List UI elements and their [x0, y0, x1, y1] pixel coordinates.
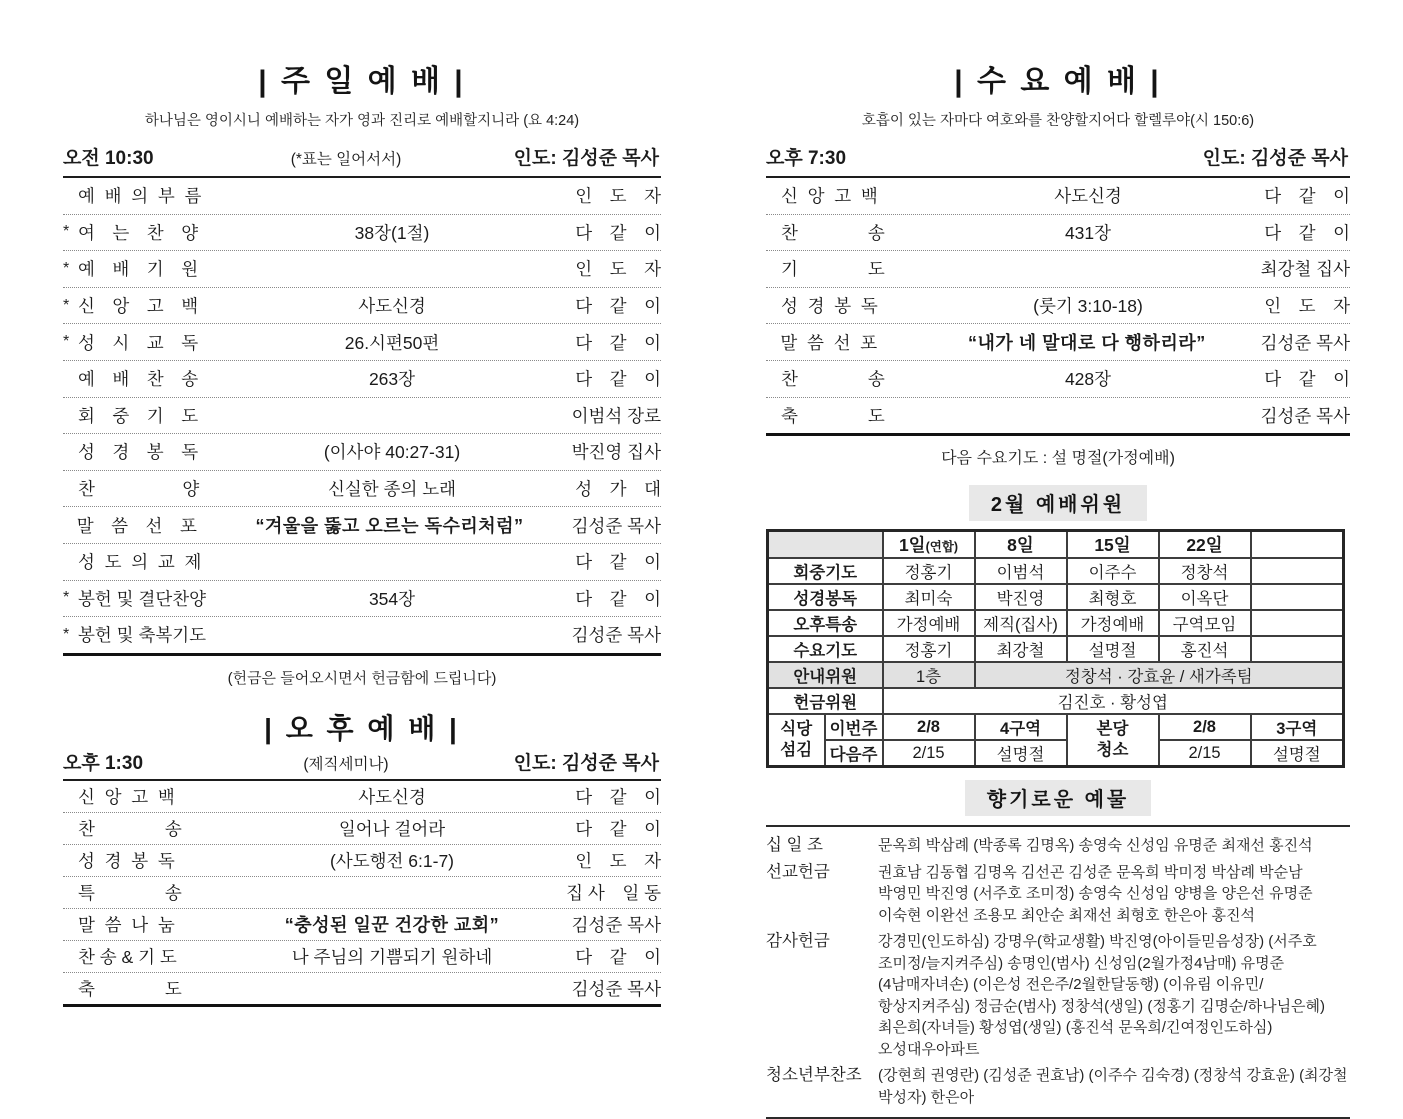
service-item-leader: 다 같 이	[575, 786, 661, 807]
wednesday-service-verse: 호흡이 있는 자마다 여호와를 찬양할지어다 할렐루야(시 150:6)	[861, 113, 1255, 129]
committee-cell	[1251, 636, 1344, 662]
service-row	[63, 845, 661, 877]
offering-names: (강현희 권영란) (김성준 권효남) (이주수 김숙경) (정창석 강효윤) (최강철 박성자) 한은아	[878, 1067, 1348, 1106]
service-item-name: 여 는 찬 양	[78, 222, 199, 243]
service-item-content: 일어나 걸어라	[338, 818, 446, 839]
committee-row-label: 수요기도	[768, 636, 883, 662]
committee-cell: 정홍기	[883, 558, 975, 584]
service-leader: 인도: 김성준 목사	[513, 148, 659, 169]
sunday-service-title: | 주 일 예 배 |	[258, 65, 466, 98]
afternoon-service-order	[63, 779, 661, 1007]
service-item-name: 예 배 찬 송	[78, 369, 199, 390]
dining-week2-row	[768, 740, 1344, 767]
afternoon-service-section	[63, 707, 661, 1007]
dining-label-line1: 식당	[780, 720, 813, 739]
service-item-leader: 다 같 이	[1264, 186, 1350, 207]
service-item-leader: 다 같 이	[575, 552, 661, 573]
committee-cell: 최강철	[975, 636, 1067, 662]
committee-row	[768, 584, 1344, 610]
service-item-name: 신 앙 고 백	[78, 786, 175, 807]
date-label: 1일	[898, 535, 926, 556]
committee-row-label: 성경봉독	[768, 584, 883, 610]
committee-cell: 가정예배	[883, 610, 975, 636]
offering-type-label: 감사헌금	[766, 932, 830, 951]
service-item-name: 특 송	[78, 882, 182, 903]
committee-cell: 정창석	[1159, 558, 1251, 584]
committee-header-cell	[768, 531, 883, 559]
service-item-leader: 김성준 목사	[571, 914, 661, 935]
service-item-leader: 다 같 이	[575, 296, 661, 317]
service-item-name: 봉헌 및 결단찬양	[78, 588, 207, 609]
committee-cell: 2/8	[1159, 714, 1251, 740]
wednesday-service-header	[766, 143, 1350, 176]
committee-row	[768, 610, 1344, 636]
stand-marker: *	[63, 625, 70, 643]
committee-cell: 4구역	[975, 714, 1067, 740]
service-row	[766, 178, 1350, 215]
service-item-name: 찬 양	[78, 479, 200, 500]
service-item-name: 성 경 봉 독	[78, 442, 199, 463]
committee-cell: 2/8	[883, 714, 975, 740]
service-item-leader: 김성준 목사	[571, 625, 661, 646]
committee-title-wrap	[766, 485, 1350, 521]
service-item-leader: 인 도 자	[575, 850, 661, 871]
service-leader: 인도: 김성준 목사	[1202, 148, 1348, 169]
service-item-leader: 다 같 이	[1264, 369, 1350, 390]
committee-cell: 3구역	[1251, 714, 1344, 740]
committee-cell: 정창석 · 강효윤 / 새가족팀	[975, 662, 1344, 688]
offering-names: 강경민(인도하심) 강명우(학교생활) 박진영(아이들믿음성장) (서주호 조미정/늘지켜주심) 송명인(범사) 신성임(2월가정4남매) 유명준(4남매자녀손) (이은성 전은주/2월한달동행) (이유림 이유민/항상지켜주심) 정금순(범사) 정창석(생일) (정홍기 김명순/하나님은혜) 최은희(자녀들) 황성엽(생일) (홍진석 문옥희/긴여정인도하심) 오성대우아파트	[878, 933, 1326, 1058]
offering-names: 권효남 김동협 김명옥 김선곤 김성준 문옥희 박미정 박삼례 박순남 박영민 박진영 (서주호 조미정) 송영숙 신성임 양병을 양은선 유명준 이숙현 이완선 조용모 최안순 최재선 최형호 한은아 홍진석	[878, 863, 1313, 924]
service-item-content: (룻기 3:10-18)	[1033, 296, 1143, 317]
offerings-list	[766, 825, 1350, 1119]
next-wednesday-note: 다음 수요기도 : 설 명절(가정예배)	[941, 450, 1175, 468]
service-item-name: 찬 송 & 기 도	[78, 946, 177, 967]
offering-entry	[766, 835, 1350, 857]
committee-row-label: 오후특송	[768, 610, 883, 636]
service-item-content: 38장(1절)	[354, 222, 430, 243]
service-item-content: 나 주님의 기쁨되기 원하네	[291, 946, 493, 967]
service-item-leader: 김성준 목사	[1260, 405, 1350, 426]
service-item-leader: 인 도 자	[575, 259, 661, 280]
service-item-content: 사도신경	[358, 296, 426, 317]
service-item-content: 26.시편50편	[344, 332, 440, 353]
offering-type-label: 십 일 조	[766, 836, 823, 855]
sunday-service-section	[63, 56, 661, 688]
service-row	[63, 781, 661, 813]
service-row	[63, 288, 661, 325]
committee-row	[768, 636, 1344, 662]
service-item-leader: 인 도 자	[575, 186, 661, 207]
service-item-content: 431장	[1064, 222, 1112, 243]
offering-entry	[766, 862, 1350, 927]
service-item-name: 신 앙 고 백	[78, 296, 199, 317]
sunday-service-verse: 하나님은 영이시니 예배하는 자가 영과 진리로 예배할지니라 (요 4:24)	[144, 113, 580, 129]
service-item-name: 축 도	[781, 405, 885, 426]
service-leader: 인도: 김성준 목사	[513, 752, 659, 774]
offering-entry	[766, 1065, 1350, 1108]
service-row	[63, 251, 661, 288]
service-item-content: 263장	[368, 369, 416, 390]
offering-box-note: (헌금은 들어오시면서 헌금함에 드립니다)	[227, 669, 497, 687]
service-row	[63, 434, 661, 471]
seminar-note: (제직세미나)	[303, 755, 389, 773]
service-row	[63, 877, 661, 909]
service-item-leader: 다 같 이	[575, 818, 661, 839]
committee-cell	[1251, 584, 1344, 610]
offering-names: 문옥희 박삼례 (박종록 김명옥) 송영숙 신성임 유명준 최재선 홍진석	[878, 837, 1313, 855]
merged-cell-line1: 본당	[1096, 720, 1129, 739]
week-label: 이번주	[825, 714, 883, 740]
service-item-name: 성 경 봉 독	[78, 850, 175, 871]
stand-marker: *	[63, 589, 70, 607]
service-item-leader: 인 도 자	[1264, 296, 1350, 317]
afternoon-service-header	[63, 748, 661, 779]
sunday-service-order	[63, 176, 661, 656]
sunday-service-header	[63, 143, 661, 176]
service-row	[63, 909, 661, 941]
committee-cell: 구역모임	[1159, 610, 1251, 636]
committee-header-cell	[883, 531, 975, 559]
service-item-name: 신 앙 고 백	[781, 186, 878, 207]
offering-entry	[766, 931, 1350, 1060]
usher-committee-row	[768, 662, 1344, 688]
committee-cell: 최미숙	[883, 584, 975, 610]
service-item-content: (이사야 40:27-31)	[323, 442, 461, 463]
right-column	[766, 0, 1350, 1119]
service-item-leader: 다 같 이	[575, 946, 661, 967]
service-item-leader: 성 가 대	[575, 479, 661, 500]
service-item-name: 예 배 기 원	[78, 259, 199, 280]
stand-marker: *	[63, 296, 70, 314]
stand-marker: *	[63, 223, 70, 241]
committee-cell: 이범석	[975, 558, 1067, 584]
service-item-name: 성 시 교 독	[78, 332, 199, 353]
service-item-content: (사도행전 6:1-7)	[329, 850, 455, 871]
service-time: 오후 7:30	[766, 148, 847, 169]
service-item-content: “겨울을 뚫고 오르는 독수리처럼”	[255, 516, 524, 537]
wednesday-service-order	[766, 176, 1350, 436]
service-row	[63, 973, 661, 1004]
service-item-content: 354장	[368, 588, 416, 609]
service-item-leader: 다 같 이	[575, 332, 661, 353]
committee-cell: 설명절	[975, 740, 1067, 767]
committee-row	[768, 558, 1344, 584]
service-row	[63, 813, 661, 845]
dining-service-label	[768, 714, 825, 767]
committee-section-title: 2월 예배위원	[969, 485, 1147, 521]
service-item-name: 회 중 기 도	[78, 405, 199, 426]
date-sublabel: (연합)	[925, 540, 959, 555]
service-row	[63, 361, 661, 398]
worship-committee-table	[766, 529, 1345, 768]
service-row	[766, 398, 1350, 434]
committee-cell: 홍진석	[1159, 636, 1251, 662]
committee-cell: 박진영	[975, 584, 1067, 610]
service-item-name: 찬 송	[781, 369, 885, 390]
dining-label-line2: 섬김	[780, 741, 813, 760]
service-item-leader: 박진영 집사	[571, 442, 661, 463]
committee-header-cell: 22일	[1159, 531, 1251, 559]
left-column	[63, 0, 661, 1007]
committee-cell: 최형호	[1067, 584, 1159, 610]
service-item-leader: 최강철 집사	[1260, 259, 1350, 280]
service-row	[63, 544, 661, 581]
offering-type-label: 청소년부찬조	[766, 1066, 862, 1085]
service-row	[766, 215, 1350, 252]
service-item-content: “충성된 일꾼 건강한 교회”	[284, 915, 500, 936]
service-row	[63, 324, 661, 361]
afternoon-service-title: | 오 후 예 배 |	[264, 712, 460, 744]
service-row	[766, 324, 1350, 361]
committee-header-row	[768, 531, 1344, 559]
service-item-name: 찬 송	[78, 818, 182, 839]
offerings-section-title: 향기로운 예물	[965, 780, 1151, 816]
service-item-leader: 김성준 목사	[571, 515, 661, 536]
service-item-name: 축 도	[78, 978, 182, 999]
service-item-name: 말 씀 선 포	[780, 332, 878, 353]
committee-header-cell	[1251, 531, 1344, 559]
committee-cell: 가정예배	[1067, 610, 1159, 636]
committee-header-cell: 15일	[1067, 531, 1159, 559]
wednesday-service-title: | 수 요 예 배 |	[954, 65, 1162, 98]
service-item-name: 봉헌 및 축복기도	[78, 625, 207, 646]
committee-cell	[1251, 610, 1344, 636]
offering-type-label: 선교헌금	[766, 862, 830, 881]
service-row	[63, 617, 661, 653]
service-item-leader: 다 같 이	[1264, 222, 1350, 243]
service-row	[766, 251, 1350, 288]
service-row	[63, 471, 661, 508]
service-item-name: 말 씀 선 포	[76, 515, 197, 536]
service-item-leader: 다 같 이	[575, 588, 661, 609]
stand-marker: *	[63, 259, 70, 277]
committee-cell: 제직(집사)	[975, 610, 1067, 636]
service-row	[63, 941, 661, 973]
committee-cell	[1251, 558, 1344, 584]
service-row	[63, 178, 661, 215]
service-item-name: 기 도	[781, 259, 885, 280]
february-committee-section	[766, 485, 1350, 768]
dining-week1-row	[768, 714, 1344, 740]
service-time: 오전 10:30	[63, 148, 154, 169]
service-row	[63, 215, 661, 252]
service-row	[766, 288, 1350, 325]
service-item-content: “내가 네 말대로 다 행하리라”	[967, 333, 1206, 354]
committee-cell: 2/15	[883, 740, 975, 767]
service-item-leader: 다 같 이	[575, 369, 661, 390]
fragrant-offerings-section	[766, 780, 1350, 1119]
committee-cell: 이주수	[1067, 558, 1159, 584]
committee-cell: 이옥단	[1159, 584, 1251, 610]
service-item-name: 예 배 의 부 름	[78, 186, 202, 207]
committee-row-label: 안내위원	[768, 662, 883, 688]
committee-cell: 설명절	[1251, 740, 1344, 767]
offerings-title-wrap	[766, 780, 1350, 816]
service-item-leader: 이범석 장로	[571, 405, 661, 426]
service-row	[766, 361, 1350, 398]
service-item-content: 428장	[1064, 369, 1112, 390]
committee-cell: 정홍기	[883, 636, 975, 662]
service-item-leader: 집 사 일 동	[566, 882, 661, 903]
sanctuary-cleaning-cell	[1067, 714, 1159, 767]
service-item-leader: 다 같 이	[575, 222, 661, 243]
service-item-content: 사도신경	[1054, 186, 1122, 207]
committee-cell: 김진호 · 황성엽	[883, 688, 1344, 714]
service-item-name: 찬 송	[781, 222, 885, 243]
committee-cell: 2/15	[1159, 740, 1251, 767]
service-time: 오후 1:30	[63, 752, 144, 774]
standing-note: (*표는 일어서서)	[290, 151, 402, 168]
service-row	[63, 398, 661, 435]
committee-row-label: 회중기도	[768, 558, 883, 584]
service-item-content: 신실한 종의 노래	[327, 479, 457, 500]
service-row	[63, 581, 661, 618]
service-item-name: 성 도 의 교 제	[78, 552, 202, 573]
service-row	[63, 507, 661, 544]
wednesday-service-section	[766, 56, 1350, 468]
service-item-leader: 김성준 목사	[571, 978, 661, 999]
service-item-name: 말 씀 나 눔	[78, 914, 175, 935]
service-item-content: 사도신경	[358, 786, 426, 807]
committee-cell: 1층	[883, 662, 975, 688]
committee-row-label: 헌금위원	[768, 688, 883, 714]
week-label: 다음주	[825, 740, 883, 767]
service-item-leader: 김성준 목사	[1260, 332, 1350, 353]
stand-marker: *	[63, 333, 70, 351]
offering-committee-row	[768, 688, 1344, 714]
committee-cell: 설명절	[1067, 636, 1159, 662]
committee-header-cell: 8일	[975, 531, 1067, 559]
service-item-name: 성 경 봉 독	[781, 296, 878, 317]
merged-cell-line2: 청소	[1096, 741, 1129, 760]
